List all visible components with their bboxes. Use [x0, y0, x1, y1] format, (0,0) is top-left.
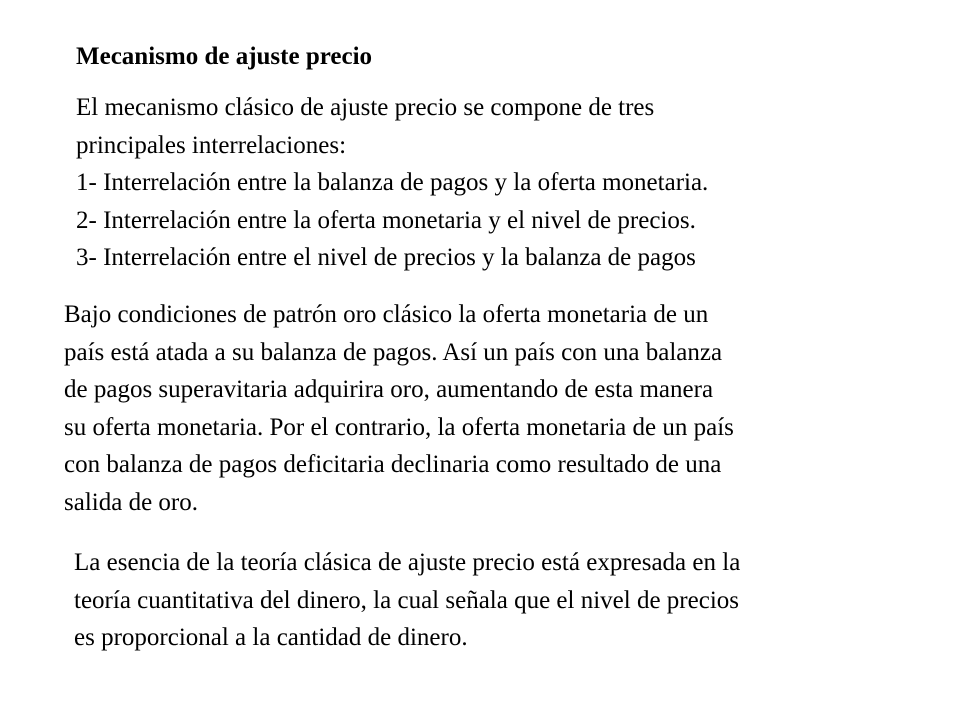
paragraph-line: Bajo condiciones de patrón oro clásico la oferta monetaria de un [64, 301, 709, 328]
list-item: 3- Interrelación entre el nivel de precios y la balanza de pagos [76, 244, 696, 271]
page-title: Mecanismo de ajuste precio [76, 43, 373, 70]
paragraph-line: La esencia de la teoría clásica de ajuste precio está expresada en la [74, 549, 741, 576]
paragraph-line: país está atada a su balanza de pagos. Así un país con una balanza [64, 338, 723, 366]
paragraph-line: de pagos superavitaria adquirira oro, aumentando de esta manera [64, 376, 714, 403]
intro-line: principales interrelaciones: [76, 131, 347, 159]
paragraph-line: con balanza de pagos deficitaria declinaria como resultado de una [64, 451, 722, 478]
list-item: 1- Interrelación entre la balanza de pagos y la oferta monetaria. [76, 169, 709, 196]
paragraph-line: su oferta monetaria. Por el contrario, la oferta monetaria de un país [64, 413, 734, 441]
list-item: 2- Interrelación entre la oferta monetaria y el nivel de precios. [76, 206, 696, 234]
intro-paragraph [76, 89, 708, 277]
paragraph-line: teoría cuantitativa del dinero, la cual señala que el nivel de precios [74, 586, 739, 614]
gold-standard-paragraph [64, 296, 734, 521]
paragraph-line: salida de oro. [64, 488, 198, 516]
paragraph-line: es proporcional a la cantidad de dinero. [74, 624, 468, 651]
quantity-theory-paragraph [74, 544, 740, 657]
intro-line: El mecanismo clásico de ajuste precio se compone de tres [76, 94, 655, 121]
